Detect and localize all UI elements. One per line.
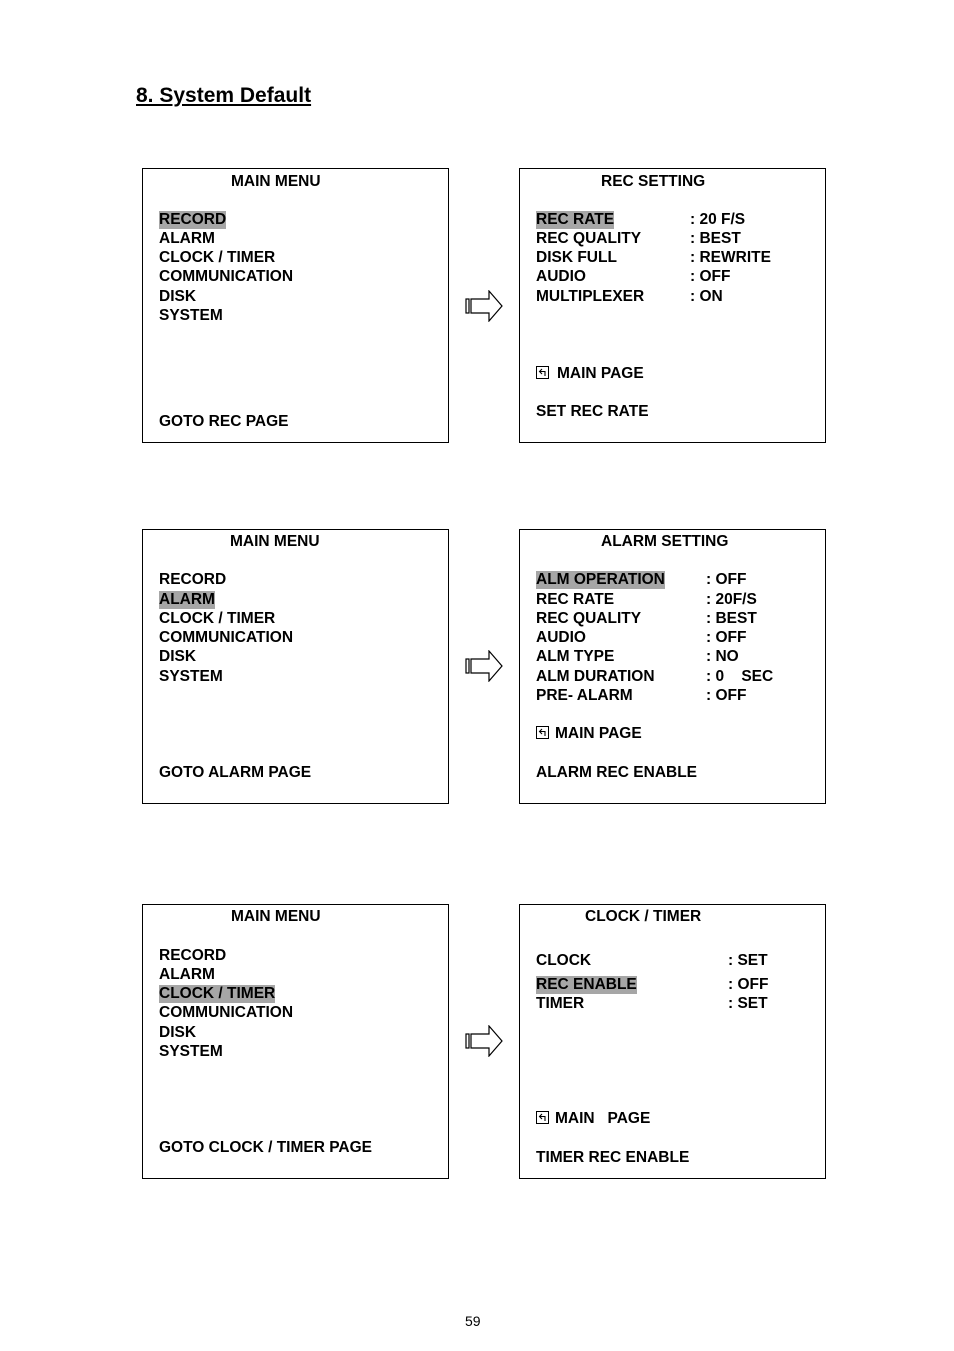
setting-label-rec-rate[interactable]: REC RATE [536, 211, 615, 228]
menu-item-disk[interactable]: DISK [159, 288, 197, 305]
panel-title: MAIN MENU [230, 533, 320, 550]
main-page-label: MAIN PAGE [557, 365, 644, 382]
rec-setting-panel [519, 168, 826, 443]
menu-item-alarm[interactable]: ALARM [159, 230, 215, 247]
menu-footer-hint: GOTO ALARM PAGE [159, 764, 312, 781]
setting-value-clock: : SET [728, 952, 768, 969]
setting-label-alm-type[interactable]: ALM TYPE [536, 648, 615, 665]
menu-item-clock-timer[interactable]: CLOCK / TIMER [159, 610, 276, 627]
menu-item-system[interactable]: SYSTEM [159, 307, 223, 324]
menu-item-system[interactable]: SYSTEM [159, 668, 223, 685]
menu-item-alarm[interactable]: ALARM [159, 591, 215, 608]
setting-value-alm-type: : NO [706, 648, 739, 665]
return-icon [536, 366, 549, 379]
main-page-link[interactable] [536, 365, 644, 383]
setting-label-multiplexer[interactable]: MULTIPLEXER [536, 288, 645, 305]
page-number: 59 [465, 1313, 481, 1329]
menu-item-communication[interactable]: COMMUNICATION [159, 268, 294, 285]
menu-item-communication[interactable]: COMMUNICATION [159, 1004, 294, 1021]
setting-value-rec-enable: : OFF [728, 976, 769, 993]
setting-value-multiplexer: : ON [690, 288, 723, 305]
menu-item-record[interactable]: RECORD [159, 571, 227, 588]
setting-value-pre-alarm: : OFF [706, 687, 747, 704]
main-menu-panel-record [142, 168, 449, 443]
panel-title: MAIN MENU [231, 908, 321, 925]
menu-footer-hint: GOTO CLOCK / TIMER PAGE [159, 1139, 372, 1156]
right-arrow-icon [465, 1025, 503, 1057]
setting-label-rec-quality[interactable]: REC QUALITY [536, 610, 642, 627]
panel-title: CLOCK / TIMER [585, 908, 702, 925]
setting-label-alm-duration[interactable]: ALM DURATION [536, 668, 655, 685]
setting-label-timer[interactable]: TIMER [536, 995, 585, 1012]
main-page-link[interactable] [536, 1110, 650, 1128]
setting-value-alm-operation: : OFF [706, 571, 747, 588]
alarm-setting-panel [519, 529, 826, 804]
setting-value-audio: : OFF [706, 629, 747, 646]
main-page-label: MAIN PAGE [555, 725, 642, 742]
setting-value-rec-quality: : BEST [706, 610, 757, 627]
panel-title: ALARM SETTING [601, 533, 729, 550]
setting-label-pre-alarm[interactable]: PRE- ALARM [536, 687, 633, 704]
setting-value-alm-duration: : 0 SEC [706, 668, 774, 685]
setting-value-audio: : OFF [690, 268, 731, 285]
page-title: 8. System Default [136, 84, 312, 107]
menu-item-communication[interactable]: COMMUNICATION [159, 629, 294, 646]
setting-label-rec-enable[interactable]: REC ENABLE [536, 976, 637, 993]
panel-footer-hint: ALARM REC ENABLE [536, 764, 698, 781]
menu-item-record[interactable]: RECORD [159, 947, 227, 964]
setting-value-timer: : SET [728, 995, 768, 1012]
menu-footer-hint: GOTO REC PAGE [159, 413, 289, 430]
main-menu-panel-alarm [142, 529, 449, 804]
menu-item-record[interactable]: RECORD [159, 211, 227, 228]
panel-footer-hint: SET REC RATE [536, 403, 649, 420]
menu-item-disk[interactable]: DISK [159, 648, 197, 665]
setting-label-clock[interactable]: CLOCK [536, 952, 592, 969]
right-arrow-icon [465, 290, 503, 322]
setting-value-rec-rate: : 20 F/S [690, 211, 746, 228]
clock-timer-panel [519, 904, 826, 1179]
panel-title: REC SETTING [601, 173, 706, 190]
setting-label-audio[interactable]: AUDIO [536, 268, 586, 285]
menu-item-clock-timer[interactable]: CLOCK / TIMER [159, 249, 276, 266]
menu-item-system[interactable]: SYSTEM [159, 1043, 223, 1060]
main-menu-panel-clock-timer [142, 904, 449, 1179]
panel-footer-hint: TIMER REC ENABLE [536, 1149, 690, 1166]
setting-label-audio[interactable]: AUDIO [536, 629, 586, 646]
menu-item-alarm[interactable]: ALARM [159, 966, 215, 983]
return-icon [536, 1111, 549, 1124]
setting-value-rec-rate: : 20F/S [706, 591, 757, 608]
main-page-label: MAIN PAGE [555, 1110, 651, 1127]
setting-label-alm-operation[interactable]: ALM OPERATION [536, 571, 665, 588]
main-page-link[interactable] [536, 725, 642, 743]
menu-item-clock-timer[interactable]: CLOCK / TIMER [159, 985, 276, 1002]
panel-title: MAIN MENU [231, 173, 321, 190]
return-icon [536, 726, 549, 739]
setting-label-disk-full[interactable]: DISK FULL [536, 249, 617, 266]
setting-value-disk-full: : REWRITE [690, 249, 771, 266]
right-arrow-icon [465, 650, 503, 682]
setting-value-rec-quality: : BEST [690, 230, 741, 247]
setting-label-rec-rate[interactable]: REC RATE [536, 591, 615, 608]
menu-item-disk[interactable]: DISK [159, 1024, 197, 1041]
setting-label-rec-quality[interactable]: REC QUALITY [536, 230, 642, 247]
